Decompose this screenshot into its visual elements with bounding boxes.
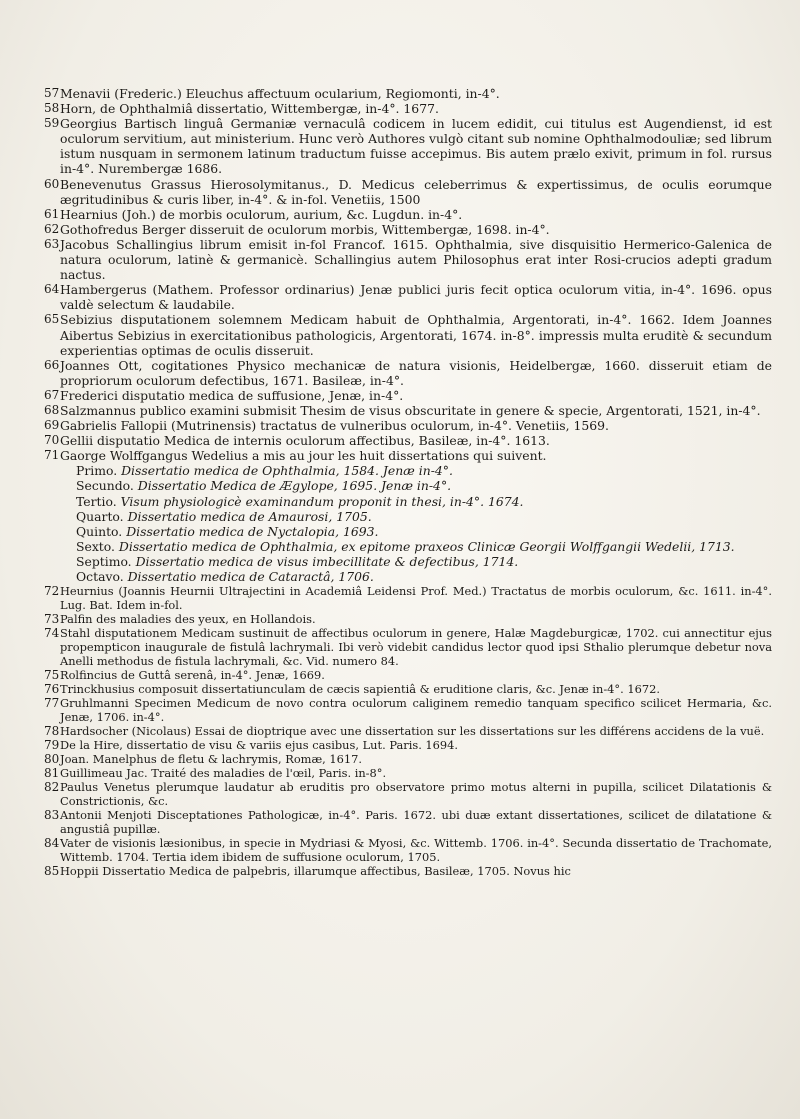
entry-number: 79 — [44, 738, 60, 753]
entry-number: 71 — [44, 448, 60, 463]
entry-body — [60, 207, 772, 222]
sub-entry-title: Dissertatio medica de Ophthalmia, 1584. Jenæ in-4°. — [121, 463, 453, 479]
entry-text: Gaorge Wolffgangus Wedelius a mis au jour les huit dissertations qui suivent. — [60, 448, 547, 464]
bibliography-entry — [44, 584, 772, 612]
entry-body — [60, 780, 772, 808]
sub-entry — [60, 524, 772, 539]
entry-body — [60, 282, 772, 312]
entry-body — [60, 433, 772, 448]
entry-number: 72 — [44, 584, 60, 599]
entry-text: Hearnius (Joh.) de morbis oculorum, aurium, &c. Lugdun. in-4°. — [60, 206, 463, 222]
entry-number: 68 — [44, 402, 60, 417]
sub-entry-label: Quarto. — [76, 508, 124, 524]
bibliography-entry — [44, 433, 772, 448]
entry-number: 78 — [44, 724, 60, 739]
bibliography-entry — [44, 738, 772, 752]
entry-body — [60, 388, 772, 403]
bibliography-entry — [44, 864, 772, 878]
entry-text: Heurnius (Joannis Heurnii Ultrajectini in Academiâ Leidensi Prof. Med.) Tractatus de morbis oculorum, &c. 1611. in-4°. Lug. Bat. Idem in-fol. — [60, 584, 772, 613]
sub-entry-title: Dissertatio medica de visus imbecillitate & defectibus, 1714. — [135, 553, 519, 569]
sub-entry-label: Tertio. — [76, 493, 117, 509]
bibliography-entry — [44, 836, 772, 864]
bibliography-entry — [44, 682, 772, 696]
entry-number: 61 — [44, 206, 60, 221]
bibliography-entry — [44, 724, 772, 738]
entry-number: 82 — [44, 780, 60, 795]
sub-entry-title: Dissertatio medica de Amaurosi, 1705. — [127, 508, 372, 524]
sub-entry — [60, 463, 772, 478]
entry-text: Jacobus Schallingius librum emisit in-fol Francof. 1615. Ophthalmia, sive disquisitio Hermerico-Galenica de natura oculorum, latinè & germanicè. Schallingius autem Philosophus erat inter Rosi-crucios adepti gradum nactus. — [60, 236, 772, 283]
entry-body — [60, 696, 772, 724]
bibliography-entry — [44, 403, 772, 418]
entry-body — [60, 448, 772, 584]
entry-body — [60, 766, 772, 780]
bibliography-entry — [44, 626, 772, 668]
entry-text: Guillimeau Jac. Traité des maladies de l'œil, Paris. in-8°. — [60, 766, 387, 781]
bibliography-entry — [44, 312, 772, 357]
entry-text: Stahl disputationem Medicam sustinuit de affectibus oculorum in genere, Halæ Magdeburgicæ, 1702. cui annectitur ejus propempticon inaugurale de fistulâ lachrymali. Ibi verò videbit candidus lector quod ipsi Sthalio plerumque debetur nova Anelli methodus de fistula lachrymali, &c. Vid. numero 84. — [60, 626, 772, 669]
entry-number: 67 — [44, 387, 60, 402]
bibliography-list — [44, 86, 772, 878]
entry-text: De la Hire, dissertatio de visu & variis ejus casibus, Lut. Paris. 1694. — [60, 738, 459, 753]
entry-number: 77 — [44, 696, 60, 711]
entry-number: 57 — [44, 86, 60, 100]
bibliography-entry — [44, 86, 772, 101]
sub-entry-label: Secundo. — [76, 478, 134, 494]
entry-text: Trinckhusius composuit dissertatiunculam de cæcis sapientiâ & eruditione claris, &c. Jenæ in-4°. 1672. — [60, 682, 660, 697]
entry-body — [60, 403, 772, 418]
entry-number: 76 — [44, 682, 60, 697]
bibliography-entry — [44, 696, 772, 724]
entry-text: Hambergerus (Mathem. Professor ordinarius) Jenæ publici juris fecit optica oculorum vitia, in-4°. 1696. opus valdè selectum & laudabile. — [60, 282, 772, 313]
entry-number: 74 — [44, 626, 60, 641]
entry-text: Hardsocher (Nicolaus) Essai de dioptrique avec une dissertation sur les dissertations sur les différens accidens de la vuë. — [60, 724, 765, 739]
entry-body — [60, 808, 772, 836]
sub-entry-title: Visum physiologicè examinandum proponit in thesi, in-4°. 1674. — [120, 493, 524, 509]
entry-text: Menavii (Frederic.) Eleuchus affectuum ocularium, Regiomonti, in-4°. — [60, 86, 500, 101]
bibliography-entry — [44, 177, 772, 207]
entry-text: Joannes Ott, cogitationes Physico mechanicæ de natura visionis, Heidelbergæ, 1660. disseruit etiam de propriorum oculorum defectibus, 1671. Basileæ, in-4°. — [60, 357, 772, 388]
entry-text: Frederici disputatio medica de suffusione, Jenæ, in-4°. — [60, 387, 404, 403]
entry-body — [60, 418, 772, 433]
sub-entry-label: Quinto. — [76, 523, 123, 539]
entry-number: 62 — [44, 221, 60, 236]
sub-entry — [60, 554, 772, 569]
entry-body — [60, 612, 772, 626]
entry-text: Salzmannus publico examini submisit Thesim de visus obscuritate in genere & specie, Argentorati, 1521, in-4°. — [60, 402, 761, 418]
entry-body — [60, 668, 772, 682]
entry-body — [60, 724, 772, 738]
entry-body — [60, 836, 772, 864]
sub-entry — [60, 569, 772, 584]
entry-number: 80 — [44, 752, 60, 767]
entry-number: 84 — [44, 836, 60, 851]
sub-entry-title: Dissertatio medica de Nyctalopia, 1693. — [126, 523, 379, 539]
entry-text: Gabrielis Fallopii (Mutrinensis) tractatus de vulneribus oculorum, in-4°. Venetiis, 1569. — [60, 418, 609, 434]
sub-entry-label: Primo. — [76, 463, 118, 479]
sub-entry — [60, 478, 772, 493]
entry-text: Hoppii Dissertatio Medica de palpebris, illarumque affectibus, Basileæ, 1705. Novus hic — [60, 864, 571, 879]
entry-text: Palfin des maladies des yeux, en Hollandois. — [60, 612, 316, 627]
sub-entry — [60, 494, 772, 509]
entry-text: Paulus Venetus plerumque laudatur ab eruditis pro observatore primo motus alterni in pupilla, scilicet Dilatationis & Constrictionis, &c. — [60, 780, 772, 809]
sub-entry — [60, 509, 772, 524]
bibliography-entry — [44, 448, 772, 584]
entry-body — [60, 101, 772, 116]
bibliography-entry — [44, 808, 772, 836]
entry-text: Antonii Menjoti Disceptationes Pathologicæ, in-4°. Paris. 1672. ubi duæ extant dissertationes, scilicet de dilatatione & angustiâ pupillæ. — [60, 808, 772, 837]
sub-entry — [60, 539, 772, 554]
entry-text: Sebizius disputationem solemnem Medicam habuit de Ophthalmia, Argentorati, in-4°. 1662. Idem Joannes Aibertus Sebizius in exercitationibus pathologicis, Argentorati, 1674. in-8°. impressis multa eruditè & secundum experientias optimas de oculis disseruit. — [60, 312, 772, 358]
entry-body — [60, 584, 772, 612]
entry-body — [60, 626, 772, 668]
entry-number: 75 — [44, 668, 60, 683]
bibliography-entry — [44, 766, 772, 780]
entry-number: 83 — [44, 808, 60, 823]
entry-body — [60, 738, 772, 752]
entry-number: 65 — [44, 312, 60, 327]
entry-body — [60, 237, 772, 282]
entry-body — [60, 312, 772, 357]
entry-text: Vater de visionis læsionibus, in specie in Mydriasi & Myosi, &c. Wittemb. 1706. in-4°. Secunda dissertatio de Trachomate, Wittemb. 1704. Tertia idem ibidem de suffusione oculorum, 1705. — [60, 836, 772, 865]
entry-text: Gellii disputatio Medica de internis oculorum affectibus, Basileæ, in-4°. 1613. — [60, 433, 550, 449]
entry-body — [60, 222, 772, 237]
entry-body — [60, 682, 772, 696]
bibliography-entry — [44, 222, 772, 237]
entry-number: 85 — [44, 864, 60, 879]
bibliography-entry — [44, 418, 772, 433]
bibliography-entry — [44, 207, 772, 222]
entry-text: Benevenutus Grassus Hierosolymitanus., D. Medicus celeberrimus & expertissimus, de oculis eorumque ægritudinibus & curis liber, in-4°. & in-fol. Venetiis, 1500 — [60, 176, 772, 207]
bibliography-entry — [44, 388, 772, 403]
bibliography-entry — [44, 116, 772, 176]
bibliography-entry — [44, 612, 772, 626]
entry-text: Georgius Bartisch linguâ Germaniæ vernaculâ codicem in lucem edidit, cui titulus est Augendienst, id est oculorum servitium, aut ministerium. Hunc verò Authores vulgò citant sub nomine Ophthalmodouliæ; sed librum istum nusquam in sermonem latinum traductum fuisse accepimus. Bis autem prælo exivit, primum in fol. rursus in-4°. Nurembergæ 1686. — [60, 116, 772, 177]
entry-text: Horn, de Ophthalmiâ dissertatio, Wittembergæ, in-4°. 1677. — [60, 101, 439, 117]
entry-body — [60, 177, 772, 207]
entry-body — [60, 86, 772, 101]
entry-body — [60, 116, 772, 176]
entry-body — [60, 752, 772, 766]
entry-number: 70 — [44, 433, 60, 448]
bibliography-entry — [44, 101, 772, 116]
entry-number: 73 — [44, 612, 60, 627]
bibliography-entry — [44, 237, 772, 282]
bibliography-entry — [44, 668, 772, 682]
entry-number: 63 — [44, 236, 60, 251]
sub-entry-label: Sexto. — [76, 538, 115, 554]
entry-number: 58 — [44, 101, 60, 116]
sub-entry-title: Dissertatio Medica de Ægylope, 1695. Jenæ in-4°. — [137, 478, 452, 494]
sub-entry-label: Septimo. — [76, 553, 132, 569]
entry-body — [60, 358, 772, 388]
entry-number: 66 — [44, 357, 60, 372]
entry-number: 81 — [44, 766, 60, 781]
bibliography-entry — [44, 752, 772, 766]
bibliography-entry — [44, 282, 772, 312]
entry-text: Gruhlmanni Specimen Medicum de novo contra oculorum caliginem remedio tanquam specifico scilicet Hermaria, &c. Jenæ, 1706. in-4°. — [60, 696, 772, 725]
entry-number: 59 — [44, 116, 60, 131]
sub-entry-title: Dissertatio medica de Cataractâ, 1706. — [127, 569, 374, 584]
entry-text: Rolfincius de Guttâ serenâ, in-4°. Jenæ, 1669. — [60, 668, 325, 683]
entry-body — [60, 864, 772, 878]
entry-text: Joan. Manelphus de fletu & lachrymis, Romæ, 1617. — [60, 752, 363, 767]
bibliography-entry — [44, 358, 772, 388]
entry-number: 69 — [44, 418, 60, 433]
bibliography-entry — [44, 780, 772, 808]
sub-entry-title: Dissertatio medica de Ophthalmia, ex epitome praxeos Clinicæ Georgii Wolffgangii Wedelii, 1713. — [118, 538, 735, 554]
entry-number: 64 — [44, 282, 60, 297]
entry-text: Gothofredus Berger disseruit de oculorum morbis, Wittembergæ, 1698. in-4°. — [60, 221, 550, 237]
entry-number: 60 — [44, 176, 60, 191]
sub-entry-label: Octavo. — [76, 569, 124, 584]
